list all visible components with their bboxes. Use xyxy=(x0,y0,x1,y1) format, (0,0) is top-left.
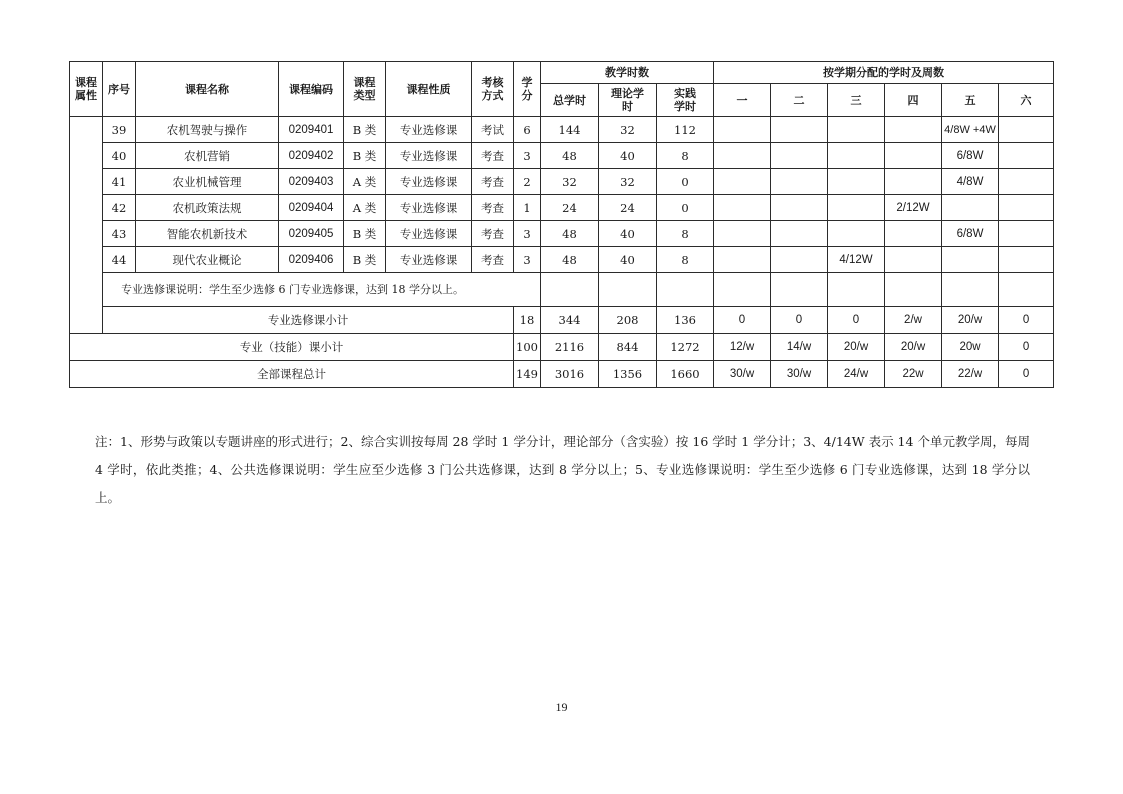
summary-sem-4: 22w xyxy=(885,361,942,388)
header-nature: 课程性质 xyxy=(386,62,472,117)
row-sem-2 xyxy=(771,117,828,143)
row-sem-6 xyxy=(999,143,1054,169)
header-code: 课程编码 xyxy=(279,62,344,117)
row-sem-3 xyxy=(828,195,885,221)
row-nature: 专业选修课 xyxy=(386,169,472,195)
row-credit: 3 xyxy=(514,247,541,273)
row-sem-6 xyxy=(999,221,1054,247)
row-sem-5 xyxy=(942,247,999,273)
summary-total: 3016 xyxy=(541,361,599,388)
header-semester-6: 六 xyxy=(999,84,1054,117)
row-sem-4: 2/12W xyxy=(885,195,942,221)
row-sem-4 xyxy=(885,143,942,169)
row-code: 0209405 xyxy=(279,221,344,247)
row-name: 农机营销 xyxy=(136,143,279,169)
row-sem-3 xyxy=(828,117,885,143)
row-code: 0209403 xyxy=(279,169,344,195)
row-theory: 40 xyxy=(599,247,657,273)
header-credit: 学分 xyxy=(514,62,541,117)
row-no: 39 xyxy=(103,117,136,143)
row-sem-4 xyxy=(885,169,942,195)
row-credit: 3 xyxy=(514,143,541,169)
row-nature: 专业选修课 xyxy=(386,195,472,221)
summary-sem-4: 20/w xyxy=(885,334,942,361)
row-total: 48 xyxy=(541,221,599,247)
footnote: 注：1、形势与政策以专题讲座的形式进行；2、综合实训按每周 28 学时 1 学分计，理论部分（含实验）按 16 学时 1 学分计；3、4/14W 表示 14 个单元教学周，每周 4 学时，依此类推；4、公共选修课说明：学生应至少选修 3 门公共选修课，达到 8 学分以上；5、专业选修课说明：学生至少选修 6 门专业选修课，达到 18 学分以上。 xyxy=(95,434,1030,505)
empty-cell xyxy=(999,273,1054,307)
row-sem-4 xyxy=(885,117,942,143)
row-sem-5: 4/8W +4W xyxy=(942,117,999,143)
row-practice: 8 xyxy=(657,143,714,169)
summary-sem-2: 0 xyxy=(771,307,828,334)
header-name: 课程名称 xyxy=(136,62,279,117)
row-total: 32 xyxy=(541,169,599,195)
summary-sem-5: 20/w xyxy=(942,307,999,334)
row-no: 41 xyxy=(103,169,136,195)
summary-practice: 136 xyxy=(657,307,714,334)
row-practice: 8 xyxy=(657,221,714,247)
empty-cell xyxy=(657,273,714,307)
row-sem-1 xyxy=(714,143,771,169)
summary-sem-2: 14/w xyxy=(771,334,828,361)
row-practice: 0 xyxy=(657,169,714,195)
header-semester-4: 四 xyxy=(885,84,942,117)
header-attr: 课程属性 xyxy=(70,62,103,117)
summary-sem-6: 0 xyxy=(999,334,1054,361)
row-name: 农业机械管理 xyxy=(136,169,279,195)
row-sem-4 xyxy=(885,221,942,247)
row-sem-3: 4/12W xyxy=(828,247,885,273)
header-semester-2: 二 xyxy=(771,84,828,117)
row-nature: 专业选修课 xyxy=(386,117,472,143)
empty-cell xyxy=(714,273,771,307)
row-sem-1 xyxy=(714,117,771,143)
row-type: B 类 xyxy=(344,221,386,247)
row-sem-6 xyxy=(999,117,1054,143)
row-credit: 1 xyxy=(514,195,541,221)
row-exam: 考试 xyxy=(472,117,514,143)
summary-total: 344 xyxy=(541,307,599,334)
table-row xyxy=(70,221,1054,247)
header-total-hours: 总学时 xyxy=(541,84,599,117)
row-sem-5: 6/8W xyxy=(942,221,999,247)
row-code: 0209404 xyxy=(279,195,344,221)
row-nature: 专业选修课 xyxy=(386,247,472,273)
row-total: 144 xyxy=(541,117,599,143)
header-semester-group: 按学期分配的学时及周数 xyxy=(714,62,1054,84)
row-sem-6 xyxy=(999,247,1054,273)
empty-cell xyxy=(771,273,828,307)
summary-row xyxy=(70,361,1054,388)
summary-sem-1: 30/w xyxy=(714,361,771,388)
summary-sem-3: 0 xyxy=(828,307,885,334)
attr-cell xyxy=(70,117,103,334)
header-semester-1: 一 xyxy=(714,84,771,117)
row-type: B 类 xyxy=(344,247,386,273)
curriculum-table xyxy=(69,61,1054,388)
header-hours-group: 教学时数 xyxy=(541,62,714,84)
row-theory: 32 xyxy=(599,117,657,143)
summary-sem-5: 20w xyxy=(942,334,999,361)
empty-cell xyxy=(599,273,657,307)
table-row xyxy=(70,195,1054,221)
row-sem-6 xyxy=(999,169,1054,195)
summary-practice: 1660 xyxy=(657,361,714,388)
row-exam: 考查 xyxy=(472,143,514,169)
elective-note-row xyxy=(70,273,1054,307)
row-sem-2 xyxy=(771,169,828,195)
row-sem-3 xyxy=(828,143,885,169)
row-name: 农机驾驶与操作 xyxy=(136,117,279,143)
summary-sem-2: 30/w xyxy=(771,361,828,388)
summary-theory: 844 xyxy=(599,334,657,361)
summary-credit: 18 xyxy=(514,307,541,334)
summary-sem-4: 2/w xyxy=(885,307,942,334)
row-credit: 2 xyxy=(514,169,541,195)
header-semester-3: 三 xyxy=(828,84,885,117)
row-name: 现代农业概论 xyxy=(136,247,279,273)
row-sem-3 xyxy=(828,169,885,195)
summary-sem-5: 22/w xyxy=(942,361,999,388)
row-sem-5: 4/8W xyxy=(942,169,999,195)
row-type: B 类 xyxy=(344,143,386,169)
header-semester-5: 五 xyxy=(942,84,999,117)
summary-sem-3: 24/w xyxy=(828,361,885,388)
header-exam: 考核方式 xyxy=(472,62,514,117)
empty-cell xyxy=(885,273,942,307)
row-credit: 6 xyxy=(514,117,541,143)
row-nature: 专业选修课 xyxy=(386,221,472,247)
table-row xyxy=(70,169,1054,195)
row-exam: 考查 xyxy=(472,195,514,221)
summary-theory: 1356 xyxy=(599,361,657,388)
row-theory: 40 xyxy=(599,143,657,169)
row-code: 0209401 xyxy=(279,117,344,143)
header-practice-hours: 实践学时 xyxy=(657,84,714,117)
header-theory-hours: 理论学时 xyxy=(599,84,657,117)
row-type: B 类 xyxy=(344,117,386,143)
row-sem-5 xyxy=(942,195,999,221)
summary-label: 专业（技能）课小计 xyxy=(70,334,514,361)
summary-label: 全部课程总计 xyxy=(70,361,514,388)
row-sem-5: 6/8W xyxy=(942,143,999,169)
row-theory: 24 xyxy=(599,195,657,221)
table-row xyxy=(70,143,1054,169)
row-no: 43 xyxy=(103,221,136,247)
summary-theory: 208 xyxy=(599,307,657,334)
row-sem-1 xyxy=(714,247,771,273)
table-row xyxy=(70,247,1054,273)
empty-cell xyxy=(828,273,885,307)
row-exam: 考查 xyxy=(472,247,514,273)
table-row xyxy=(70,117,1054,143)
empty-cell xyxy=(541,273,599,307)
summary-sem-1: 0 xyxy=(714,307,771,334)
summary-row xyxy=(70,307,1054,334)
row-sem-6 xyxy=(999,195,1054,221)
row-no: 42 xyxy=(103,195,136,221)
row-total: 24 xyxy=(541,195,599,221)
row-sem-1 xyxy=(714,221,771,247)
row-exam: 考查 xyxy=(472,169,514,195)
row-type: A 类 xyxy=(344,195,386,221)
row-sem-2 xyxy=(771,195,828,221)
summary-credit: 100 xyxy=(514,334,541,361)
row-practice: 112 xyxy=(657,117,714,143)
row-code: 0209406 xyxy=(279,247,344,273)
row-nature: 专业选修课 xyxy=(386,143,472,169)
row-sem-1 xyxy=(714,195,771,221)
row-practice: 8 xyxy=(657,247,714,273)
row-sem-1 xyxy=(714,169,771,195)
summary-label: 专业选修课小计 xyxy=(103,307,514,334)
row-sem-2 xyxy=(771,143,828,169)
row-name: 智能农机新技术 xyxy=(136,221,279,247)
row-name: 农机政策法规 xyxy=(136,195,279,221)
summary-total: 2116 xyxy=(541,334,599,361)
row-no: 44 xyxy=(103,247,136,273)
page-number: 19 xyxy=(555,700,568,714)
row-sem-2 xyxy=(771,247,828,273)
row-exam: 考查 xyxy=(472,221,514,247)
row-total: 48 xyxy=(541,143,599,169)
row-credit: 3 xyxy=(514,221,541,247)
row-theory: 32 xyxy=(599,169,657,195)
row-total: 48 xyxy=(541,247,599,273)
row-code: 0209402 xyxy=(279,143,344,169)
summary-practice: 1272 xyxy=(657,334,714,361)
row-type: A 类 xyxy=(344,169,386,195)
summary-sem-3: 20/w xyxy=(828,334,885,361)
row-sem-3 xyxy=(828,221,885,247)
elective-note: 专业选修课说明：学生至少选修 6 门专业选修课，达到 18 学分以上。 xyxy=(103,273,541,307)
row-sem-4 xyxy=(885,247,942,273)
row-practice: 0 xyxy=(657,195,714,221)
summary-row xyxy=(70,334,1054,361)
row-theory: 40 xyxy=(599,221,657,247)
summary-sem-6: 0 xyxy=(999,361,1054,388)
summary-credit: 149 xyxy=(514,361,541,388)
row-sem-2 xyxy=(771,221,828,247)
header-type: 课程类型 xyxy=(344,62,386,117)
header-no: 序号 xyxy=(103,62,136,117)
empty-cell xyxy=(942,273,999,307)
summary-sem-1: 12/w xyxy=(714,334,771,361)
row-no: 40 xyxy=(103,143,136,169)
summary-sem-6: 0 xyxy=(999,307,1054,334)
